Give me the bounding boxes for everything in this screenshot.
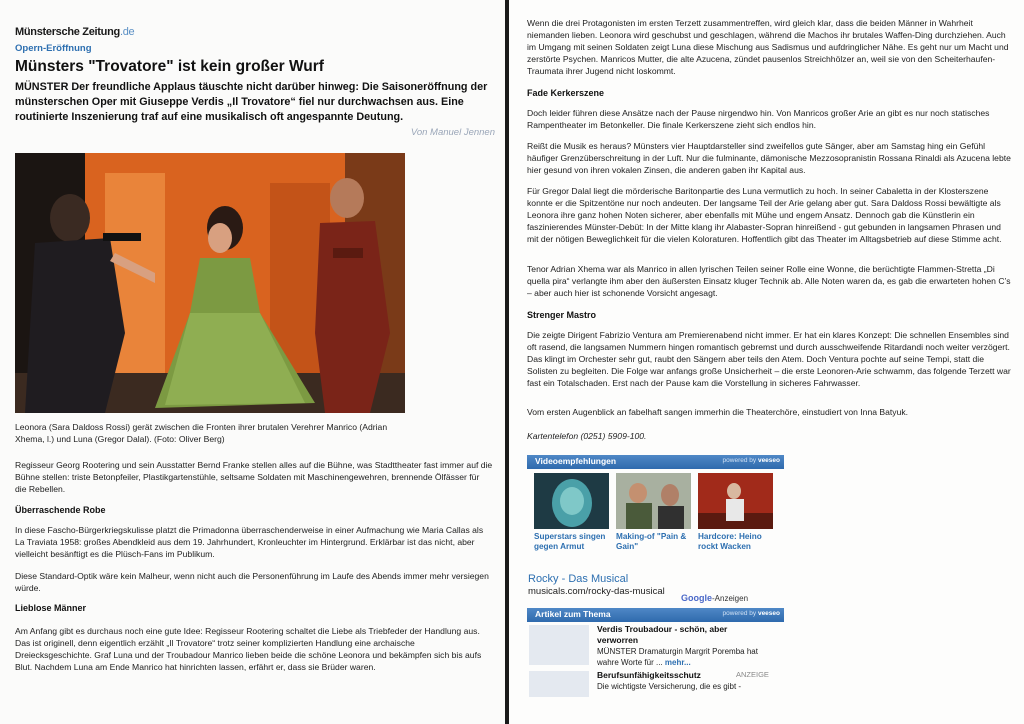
veeseo-logo: veeseo	[757, 457, 780, 464]
video-thumb-2[interactable]	[616, 473, 691, 529]
paragraph-8: Für Gregor Dalal liegt die mörderische Baritonpartie des Luna vermutlich zu hoch. In seiner Cabaletta in der Klosterszene konnte er die Spitzentöne nur noch andeuten. Der langsame Teil der Arie gelang aber gut. Sara Daldoss Rossi bewältigte als Leonora ihre ganz hohen Noten sicherer, aber ebenfalls mit Mühe und engem Ansatz. Dennoch gab die Künstlerin ein faszinierendes Münster-Debüt: In der Mitte klang ihr Alabaster-Sopran hinreißend - gut gebunden in langsamen Phrasen und mit der nötigen Beweglichkeit für die vielen Koloraturen. Hoffentlich gibt das Theater im Alltagsbetrieb auf diese Stimme acht.	[527, 186, 1002, 244]
paragraph-7: Reißt die Musik es heraus? Münsters vier Hauptdarsteller sind zweifellos gute Sänger, aber am Samstag hing ein Gefühl häufiger Grenzüberschreitung in der Luft. Nur die fulminante, dämonische Mezzosopranistin Rossana Rinaldi als Azucena lebte hier gesund von ihren vokalen Zinsen, die anderen gaben ihr Kapital aus.	[527, 141, 1011, 175]
video-label-3[interactable]: Hardcore: Heino rockt Wacken	[698, 532, 762, 551]
subhead-lieblose-maenner: Lieblose Männer	[15, 603, 87, 613]
masthead-domain: .de	[119, 26, 135, 38]
related-widget-header	[527, 608, 784, 622]
ticket-phone: Kartentelefon (0251) 5909-100.	[527, 431, 647, 441]
video-label-1[interactable]: Superstars singen gegen Armut	[534, 532, 606, 551]
related-title-1[interactable]: Verdis Troubadour - schön, aber verworren	[597, 624, 728, 645]
related-more-link[interactable]: mehr...	[664, 658, 691, 667]
stage-photo-image	[15, 153, 405, 413]
author-byline[interactable]: Von Manuel Jennen	[410, 127, 495, 138]
photo-caption: Leonora (Sara Daldoss Rossi) gerät zwischen die Fronten ihrer brutalen Verehrer Manrico (Adrian Xhema, l.) und Luna (Gregor Dalal). (Foto: Oliver Berg)	[15, 422, 388, 444]
google-logo: Google	[681, 593, 712, 603]
article-lead: MÜNSTER Der freundliche Applaus täuschte nicht darüber hinweg: Die Saisoneröffnung der münsterschen Oper mit Giuseppe Verdis „Il Trovatore“ fiel nur durchwachsen aus. Eine routinierte Inszenierung traf auf eine musikalisch oft angespannte Deutung.	[15, 81, 488, 123]
veeseo-logo: veeseo	[757, 610, 780, 617]
subhead-fade-kerkerszene: Fade Kerkerszene	[527, 88, 605, 98]
google-ads-suffix: -Anzeigen	[712, 594, 749, 603]
related-widget-powered[interactable]	[723, 610, 780, 617]
video-widget-header	[527, 455, 784, 469]
video-widget-powered[interactable]	[723, 457, 780, 464]
paragraph-9: Tenor Adrian Xhema war als Manrico in allen lyrischen Teilen seiner Rolle eine Wonne, die berüchtigte Flammen-Stretta „Di quella pira“ verlangte ihm aber den äußersten Einsatz kluger Technik ab. Alle Noten waren da, es gab die erwarteten hohen C’s – aber auch hier ist schonende Vorsicht angesagt.	[527, 264, 1011, 298]
paragraph-11: Vom ersten Augenblick an fabelhaft sangen immerhin die Theaterchöre, einstudiert von Inna Batyuk.	[527, 407, 909, 417]
related-snippet-1	[597, 646, 772, 668]
video-thumb-3-image	[698, 473, 773, 529]
related-widget-title: Artikel zum Thema	[535, 609, 611, 619]
masthead-name: Münstersche Zeitung	[15, 26, 120, 38]
related-snippet-1-text: MÜNSTER Dramaturgin Margrit Poremba hat wahre Worte für ...	[597, 647, 758, 667]
related-thumb-1[interactable]	[529, 625, 589, 665]
subhead-strenger-mastro: Strenger Mastro	[527, 310, 597, 320]
related-thumb-2[interactable]	[529, 671, 589, 697]
paragraph-3: Diese Standard-Optik wäre kein Malheur, wenn nicht auch die Personenführung im Laufe des Abends immer mehr versiegen würde.	[15, 571, 489, 593]
video-label-2[interactable]: Making-of "Pain & Gain"	[616, 532, 687, 551]
article-photo[interactable]	[15, 153, 405, 413]
paragraph-4: Am Anfang gibt es durchaus noch eine gute Idee: Regisseur Rootering schaltet die Liebe als Triebfeder der Handlung aus. Das ist originell, denn eigentlich erzählt „Il Trovatore“ trotz seiner komplizierten Handlung eine archaische Dreiecksgeschichte. Graf Luna und der Troubadour Manrico lieben beide die schöne Leonora und bekämpfen sich bis aufs Blut. Nachdem Luna am Ende Manrico hat hinrichten lassen, erfährt er, dass sie Brüder waren.	[15, 626, 482, 672]
related-snippet-2: Die wichtigste Versicherung, die es gibt -	[597, 682, 742, 691]
left-page	[0, 0, 505, 724]
paragraph-2: In diese Fascho-Bürgerkriegskulisse platzt die Primadonna überraschenderweise in einer Aufmachung wie Maria Callas als La Traviata 1958: großes Abendkleid aus dem 19. Jahrhundert, Kronleuchter im Hintergrund. Erklärbar ist das nicht, aber vielleicht besänftigt es die Plüsch-Fans im Publikum.	[15, 525, 484, 559]
section-label: Opern-Eröffnung	[15, 43, 92, 54]
video-thumb-2-image	[616, 473, 691, 529]
powered-prefix: powered by	[722, 457, 757, 464]
paragraph-5: Wenn die drei Protagonisten im ersten Terzett zusammentreffen, wird gleich klar, dass die beiden Männer in Wahrheit niemanden lieben. Leonora wird geschubst und geschlagen, während die Machos ihr brutales Waffen-Ding durchziehen. Auch im Umgang mit seinen Soldaten zeigt Luna diese Mischung aus Sadismus und aufdringlicher Nähe. Es geht nur um Macht und zerstörte Psychen. Manricos Mutter, die alte Azucena, zündet pausenlos Streichhölzer an, weil sie von den Scheiterhaufen-Traumata ihrer Jugend nicht loskommt.	[527, 18, 1009, 76]
ad-tag: ANZEIGE	[736, 670, 769, 679]
video-widget-title: Videoempfehlungen	[535, 456, 617, 466]
video-thumb-3[interactable]	[698, 473, 773, 529]
video-thumb-1[interactable]	[534, 473, 609, 529]
paragraph-1: Regisseur Georg Rootering und sein Ausstatter Bernd Franke stellen alles auf die Bühne, was Stadttheater fast immer auf die Bühne stellen: triste Betonpfeiler, Plastikgartenstühle, seltsame Soldaten mit Maschinengewehren, brennende Ölfässer für die Rebellen.	[15, 460, 493, 494]
paragraph-10: Die zeigte Dirigent Fabrizio Ventura am Premierenabend nicht immer. Er hat ein klares Konzept: Die schnellen Ensembles sind oft rasend, die langsamen Nummern hingen romantisch gebremst und durch ausschweifende Ritardandi noch weiter verzögert. Das klingt im Orchester sehr gut, raubt den Sängern aber teils den Atem. Doch Ventura pochte auf seine Tempi, statt die Solisten zu begleiten. Die Folge war anfangs große Unsicherheit – die erste Leonoren-Arie schwamm, das folgende Terzett war fast ein Totalschaden. Erst nach der Pause kam die Vorstellung in sicheres Fahrwasser.	[527, 330, 1011, 388]
video-thumb-1-image	[534, 473, 609, 529]
related-title-2[interactable]: Berufsunfähigkeitsschutz	[597, 670, 701, 680]
powered-prefix: powered by	[722, 610, 757, 617]
google-ads-label[interactable]	[681, 593, 748, 603]
masthead[interactable]	[15, 26, 134, 38]
article-headline: Münsters "Trovatore" ist kein großer Wurf	[15, 58, 324, 75]
ad-url[interactable]: musicals.com/rocky-das-musical	[528, 586, 665, 597]
subhead-ueberraschende-robe: Überraschende Robe	[15, 505, 106, 515]
ad-title[interactable]: Rocky - Das Musical	[528, 573, 629, 585]
right-page	[509, 0, 1024, 724]
paragraph-6: Doch leider führen diese Ansätze nach der Pause nirgendwo hin. Von Manricos großer Arie an gibt es nur noch statisches Rampentheater im Betonkeller. Die finale Kerkerszene zieht sich endlos hin.	[527, 108, 990, 130]
